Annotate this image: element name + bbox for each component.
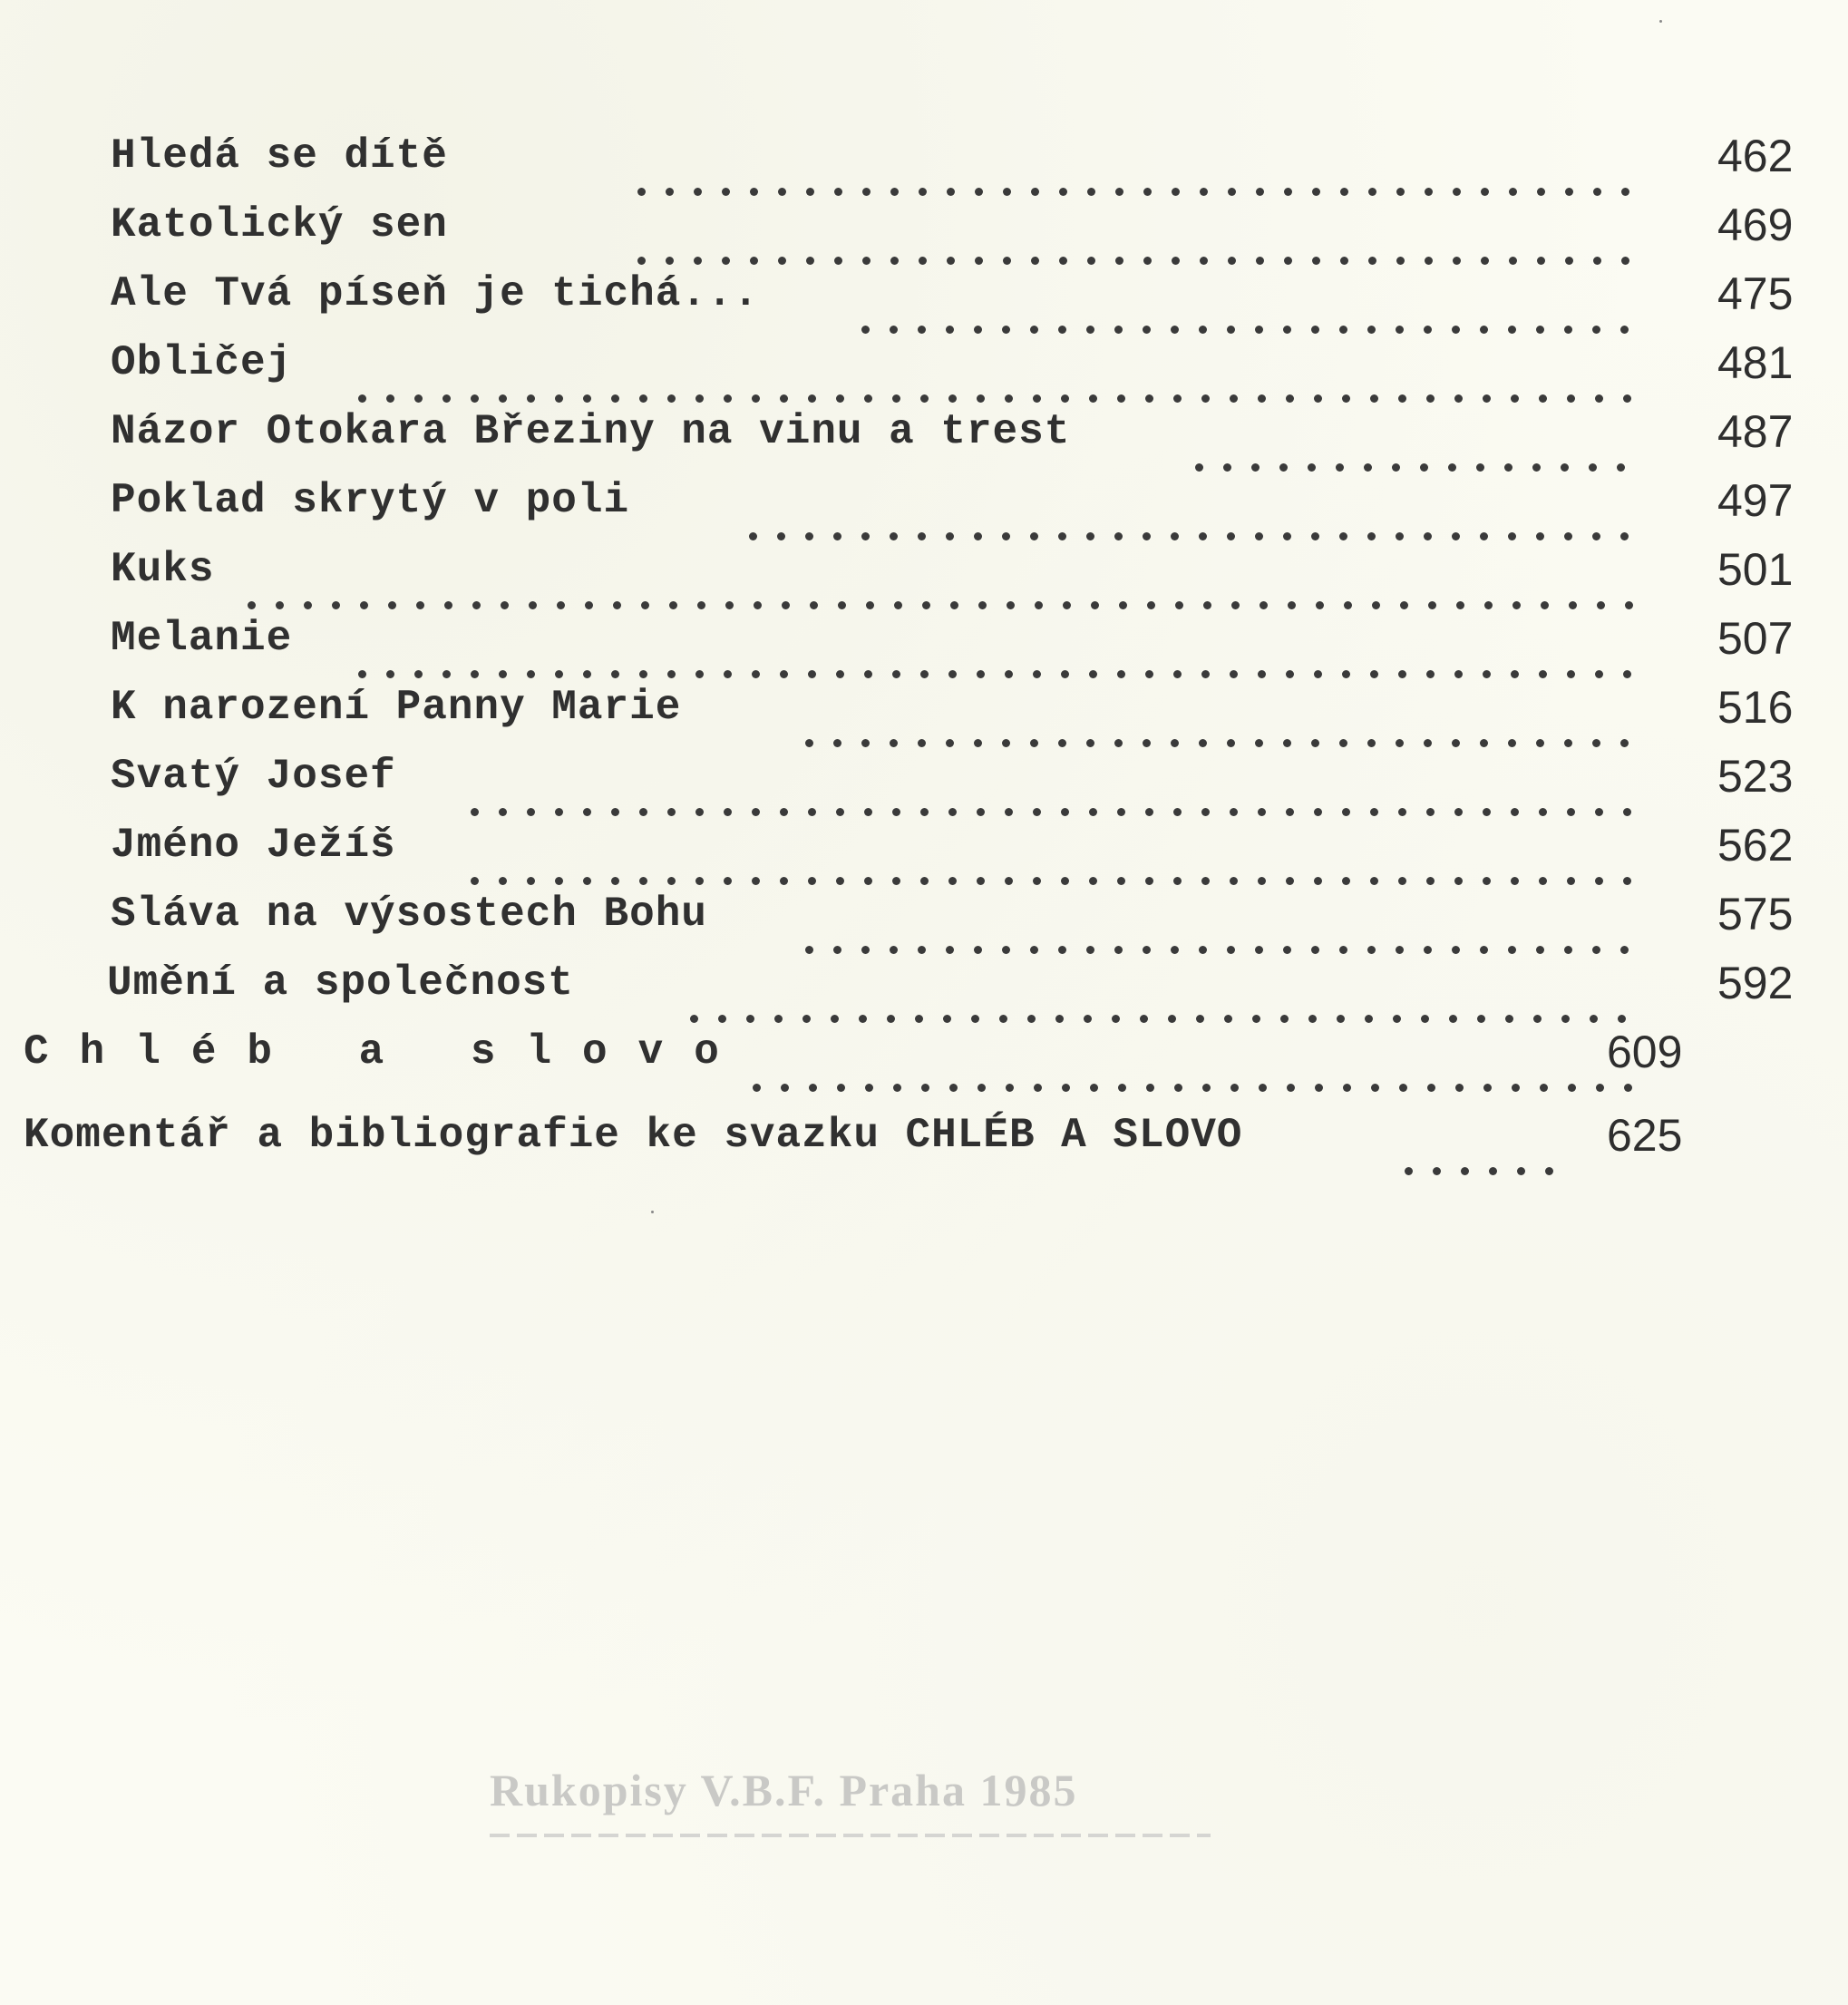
toc-section-heading [24, 1025, 1683, 1079]
toc-entry [111, 473, 1794, 528]
toc-page-number: 469 [1717, 200, 1794, 250]
toc-page-number: 625 [1607, 1110, 1683, 1161]
leader-dots [461, 778, 1641, 832]
toc-section-title: Komentář a bibliografie ke svazku CHLÉB A SLOVO [24, 1112, 1243, 1159]
toc-entry-title: Katolický sen [111, 201, 448, 248]
toc-section-title: Chléb a slovo [24, 1028, 750, 1075]
leader-dots [743, 1054, 1642, 1108]
toc-page-number: 497 [1717, 475, 1794, 526]
toc-entry [111, 336, 1794, 390]
toc-entry [111, 887, 1794, 941]
leader-dots [627, 158, 1639, 212]
toc-entry [111, 129, 1794, 183]
leader-dots [238, 571, 1643, 626]
leader-dots [680, 985, 1636, 1039]
toc-entry-title: Kuks [111, 546, 215, 593]
imprint-underline [490, 1834, 1211, 1837]
toc-entry [111, 680, 1794, 735]
toc-entry [111, 404, 1794, 459]
toc-entry-title: Melanie [111, 615, 293, 662]
toc-entry-title: Hledá se dítě [111, 132, 448, 180]
toc-entry-title: Poklad skrytý v poli [111, 477, 630, 524]
toc-page-number: 516 [1717, 682, 1794, 733]
toc-entry-title: Ale Tvá píseň je tichá... [111, 270, 760, 317]
leader-dots [795, 709, 1639, 764]
toc-entry-title: Umění a společnost [107, 959, 574, 1007]
imprint-stamp: Rukopisy V.B.F. Praha 1985 [490, 1765, 1078, 1815]
toc-page-number: 507 [1717, 613, 1794, 664]
toc-entry-title: Svatý Josef [111, 753, 396, 800]
leader-dots [739, 502, 1639, 557]
toc-entry [111, 267, 1794, 321]
toc-entry [111, 611, 1794, 666]
leader-dots [851, 296, 1639, 350]
leader-dots [1395, 1137, 1563, 1192]
toc-entry [111, 198, 1794, 252]
toc-page-number: 475 [1717, 268, 1794, 319]
toc-entry [107, 956, 1794, 1010]
toc-page-number: 562 [1717, 820, 1794, 871]
toc-entry [111, 542, 1794, 597]
leader-dots [795, 916, 1639, 970]
toc-entry [111, 749, 1794, 803]
toc-entry [111, 818, 1794, 872]
toc-entry-title: Obličej [111, 339, 293, 386]
paper-speck [651, 1211, 654, 1213]
toc-page-number: 592 [1717, 958, 1794, 1008]
toc-entry-title: K narození Panny Marie [111, 684, 682, 731]
toc-section-heading [24, 1108, 1683, 1163]
toc-entry-title: Jméno Ježíš [111, 822, 396, 869]
toc-page-number: 487 [1717, 406, 1794, 457]
paper-speck [1659, 20, 1662, 23]
toc-page-number: 481 [1717, 337, 1794, 388]
leader-dots [627, 227, 1639, 281]
toc-page-number: 523 [1717, 751, 1794, 802]
toc-entry-title: Názor Otokara Březiny na vinu a trest [111, 408, 1071, 455]
toc-page-number: 609 [1607, 1027, 1683, 1077]
toc-entry-title: Sláva na výsostech Bohu [111, 891, 707, 938]
toc-page-number: 501 [1717, 544, 1794, 595]
leader-dots [1185, 433, 1635, 488]
toc-page-number: 462 [1717, 131, 1794, 181]
toc-page-number: 575 [1717, 889, 1794, 939]
